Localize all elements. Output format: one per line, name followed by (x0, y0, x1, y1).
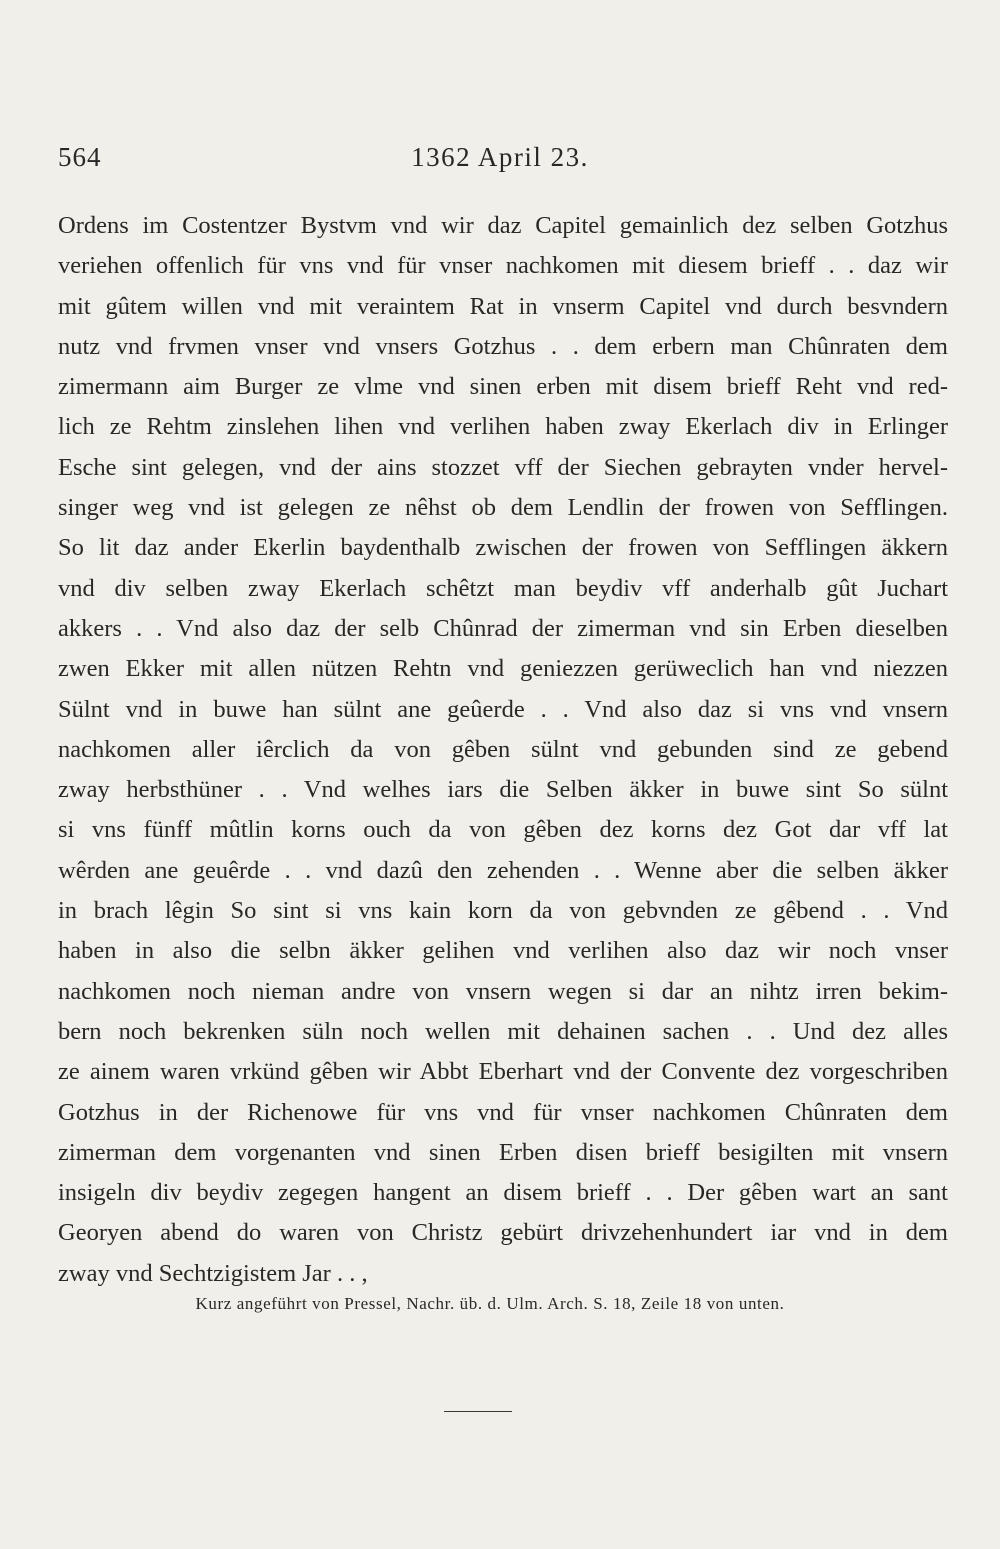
text-line: singer weg vnd ist gelegen ze nêhst ob dem Lendlin der frowen von Sefflingen. (58, 494, 948, 522)
text-line: Sülnt vnd in buwe han sülnt ane geûerde . . Vnd also daz si vns vnd vnsern (58, 695, 948, 723)
text-line: akkers . . Vnd also daz der selb Chûnrad der zimerman vnd sin Erben dieselben (58, 614, 948, 642)
text-line: zimermann aim Burger ze vlme vnd sinen erben mit disem brieff Reht vnd red- (58, 373, 948, 401)
text-line: bern noch bekrenken süln noch wellen mit dehainen sachen . . Und dez alles (58, 1017, 948, 1045)
text-line: zway vnd Sechtzigistem Jar . . , (58, 1259, 368, 1287)
text-line: zwen Ekker mit allen nützen Rehtn vnd geniezzen gerüweclich han vnd niezzen (58, 655, 948, 683)
text-line: zimerman dem vorgenanten vnd sinen Erben disen brieff besigilten mit vnsern (58, 1138, 948, 1166)
text-line: in brach lêgin So sint si vns kain korn da von gebvnden ze gêbend . . Vnd (58, 897, 948, 925)
text-line: nachkomen aller iêrclich da von gêben sülnt vnd gebunden sind ze gebend (58, 735, 948, 763)
charter-text (58, 206, 948, 1294)
text-line: Georyen abend do waren von Christz gebürt drivzehenhundert iar vnd in dem (58, 1219, 948, 1247)
text-line: vnd div selben zway Ekerlach schêtzt man beydiv vff anderhalb gût Juchart (58, 574, 948, 602)
charter-date-heading: 1362 April 23. (411, 142, 589, 172)
closing-rule (444, 1411, 512, 1412)
text-line: wêrden ane geuêrde . . vnd dazû den zehenden . . Wenne aber die selben äkker (58, 856, 948, 884)
text-line: insigeln div beydiv zegegen hangent an disem brieff . . Der gêben wart an sant (58, 1179, 948, 1207)
text-line: nutz vnd frvmen vnser vnd vnsers Gotzhus . . dem erbern man Chûnraten dem (58, 332, 948, 360)
text-line: So lit daz ander Ekerlin baydenthalb zwischen der frowen von Sefflingen äkkern (58, 534, 948, 562)
text-line: lich ze Rehtm zinslehen lihen vnd verlihen haben zway Ekerlach div in Erlinger (58, 413, 948, 441)
text-line: nachkomen noch nieman andre von vnsern wegen si dar an nihtz irren bekim- (58, 977, 948, 1005)
text-line: Esche sint gelegen, vnd der ains stozzet vff der Siechen gebrayten vnder hervel- (58, 453, 948, 481)
text-line: ze ainem waren vrkünd gêben wir Abbt Eberhart vnd der Convente dez vorgeschriben (58, 1058, 948, 1086)
source-citation: Kurz angeführt von Pressel, Nachr. üb. d. Ulm. Arch. S. 18, Zeile 18 von unten. (195, 1294, 785, 1313)
text-line: Ordens im Costentzer Bystvm vnd wir daz Capitel gemainlich dez selben Gotzhus (58, 212, 948, 239)
text-line: zway herbsthüner . . Vnd welhes iars die Selben äkker in buwe sint So sülnt (58, 776, 948, 804)
text-line: veriehen offenlich für vns vnd für vnser nachkomen mit diesem brieff . . daz wir (58, 252, 948, 280)
text-line: haben in also die selbn äkker gelihen vnd verlihen also daz wir noch vnser (58, 937, 948, 965)
text-line: mit gûtem willen vnd mit veraintem Rat in vnserm Capitel vnd durch besvndern (58, 292, 948, 320)
text-line: si vns fünff mûtlin korns ouch da von gêben dez korns dez Got dar vff lat (58, 816, 948, 844)
text-line: Gotzhus in der Richenowe für vns vnd für vnser nachkomen Chûnraten dem (58, 1098, 948, 1126)
page-number: 564 (58, 142, 102, 172)
page-header (0, 142, 1000, 182)
